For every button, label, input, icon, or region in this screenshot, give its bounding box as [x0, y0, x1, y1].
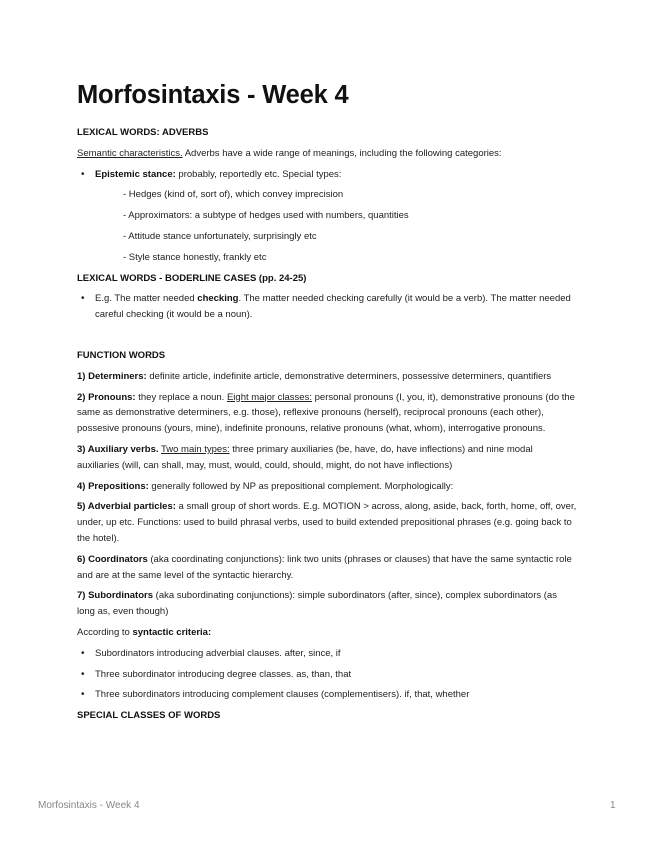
auxiliary-underlined: Two main types:: [160, 443, 230, 455]
prepositions-paragraph: [77, 479, 577, 495]
subordinators-text: (aka subordinating conjunctions): simple subordinators (after, since), complex subordinators (as long as, even though): [77, 590, 557, 618]
adverb-subitem: - Hedges (kind of, sort of), which convey imprecision: [123, 189, 344, 201]
borderline-text-pre: E.g. The matter needed: [95, 293, 198, 305]
page-title: Morfosintaxis - Week 4: [77, 81, 349, 109]
coordinators-label: 6) Coordinators: [77, 553, 148, 565]
adverb-subitem: - Approximators: a subtype of hedges used with numbers, quantities: [123, 210, 409, 222]
coordinators-paragraph: [77, 552, 577, 584]
list-item: [95, 167, 577, 183]
pronouns-text: personal pronouns (I, you, it), demonstrative pronouns (do the same as demonstrative determiners, e.g. those), reflexive pronouns (herself), reciprocal pronouns (each other), possesive pronouns (yours, mine), indefinite pronouns, relative pronouns (what, whom), interrogative pronouns.: [77, 391, 575, 435]
list-item: [95, 291, 577, 323]
spacer: [77, 328, 577, 348]
criteria-list: [77, 646, 577, 703]
borderline-list: [77, 291, 577, 323]
prepositions-label: 4) Prepositions:: [77, 480, 149, 492]
list-item: • Three subordinators introducing complement clauses (complementisers). if, that, whether: [95, 687, 577, 703]
subordinators-label: 7) Subordinators: [77, 590, 154, 602]
criteria-paragraph: [77, 625, 577, 641]
determiners-paragraph: [77, 369, 577, 385]
adverbial-particles-paragraph: [77, 499, 577, 546]
adverb-subitem: - Attitude stance unfortunately, surprisingly etc: [123, 230, 317, 242]
determiners-label: 1) Determiners:: [77, 370, 147, 382]
coordinators-text: (aka coordinating conjunctions): link two units (phrases or clauses) that have the same syntactic role and are at the same level of the syntactic hierarchy.: [77, 553, 572, 581]
list-item: • Three subordinator introducing degree classes. as, than, that: [95, 667, 577, 683]
prepositions-text: generally followed by NP as prepositional complement. Morphologically:: [148, 480, 454, 492]
criteria-label: syntactic criteria:: [132, 626, 212, 638]
footer-title: Morfosintaxis - Week 4: [38, 800, 140, 811]
section-heading-borderline: LEXICAL WORDS - BODERLINE CASES (pp. 24-25): [77, 272, 307, 284]
adverbs-intro: [77, 146, 577, 162]
section-heading-function-words: FUNCTION WORDS: [77, 349, 166, 361]
page-number: 1: [610, 800, 616, 811]
adverbs-list: [77, 167, 577, 183]
document-body: [77, 80, 577, 729]
adverbial-particles-text: a small group of short words. E.g. MOTION > across, along, aside, back, forth, home, off, over, under, up etc. Functions: used to build phrasal verbs, used to build extended prepositional phrases (e.g. going back to the hotel).: [77, 501, 577, 544]
criteria-text: According to: [77, 626, 133, 638]
adverbial-particles-label: 5) Adverbial particles:: [77, 501, 176, 513]
borderline-text-post: . The matter needed checking carefully (it would be a verb). The matter needed careful checking (it would be a noun).: [95, 293, 571, 321]
section-heading-special-classes: SPECIAL CLASSES OF WORDS: [77, 710, 221, 722]
auxiliary-paragraph: [77, 442, 577, 474]
pronouns-mid: they replace a noun.: [135, 391, 227, 403]
epistemic-text: probably, reportedly etc. Special types:: [175, 168, 342, 180]
pronouns-paragraph: [77, 390, 577, 437]
borderline-bold: checking: [197, 293, 239, 305]
determiners-text: definite article, indefinite article, demonstrative determiners, possessive determiners, quantifiers: [146, 370, 552, 382]
list-item: • Subordinators introducing adverbial clauses. after, since, if: [95, 646, 577, 662]
adverb-subitem: - Style stance honestly, frankly etc: [123, 251, 267, 263]
adverbs-intro-underlined: Semantic characteristics.: [77, 147, 183, 159]
adverbs-intro-rest: Adverbs have a wide range of meanings, including the following categories:: [182, 147, 502, 159]
epistemic-label: Epistemic stance:: [95, 168, 176, 180]
auxiliary-label: 3) Auxiliary verbs.: [77, 443, 159, 455]
subordinators-paragraph: [77, 588, 577, 620]
auxiliary-text: three primary auxiliaries (be, have, do, have inflections) and nine modal auxiliaries (will, can shall, may, must, would, could, should, might, do not have inflections): [77, 443, 533, 471]
section-heading-adverbs: LEXICAL WORDS: ADVERBS: [77, 127, 209, 138]
pronouns-underlined: Eight major classes:: [226, 391, 312, 403]
pronouns-label: 2) Pronouns:: [77, 391, 136, 403]
